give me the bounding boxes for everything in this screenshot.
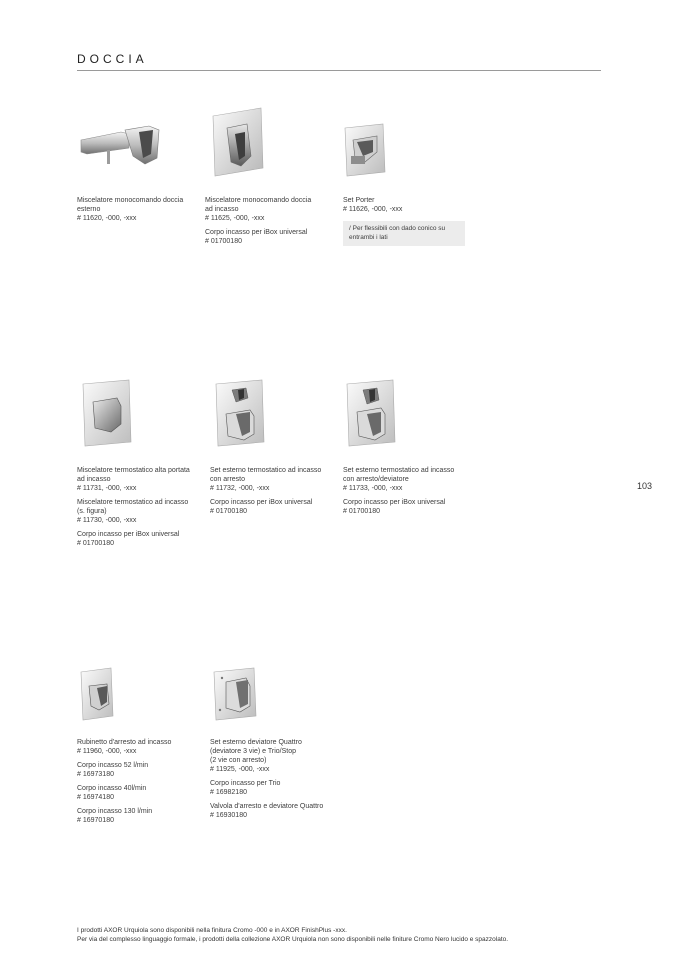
accessory-name: Corpo incasso 52 l/min	[77, 762, 149, 769]
note-box	[343, 221, 465, 246]
product-name: Set esterno termostatico ad incasso	[343, 467, 455, 474]
page-number: 103	[637, 481, 653, 491]
accessory-name: Corpo incasso per iBox universal	[210, 499, 313, 506]
product-name: Miscelatore monocomando doccia	[205, 197, 312, 204]
product-name: Set esterno deviatore Quattro	[210, 739, 302, 746]
product-name-cont: con arresto/deviatore	[343, 476, 409, 483]
accessory-code: # 16974180	[77, 794, 114, 801]
product-name: Set Porter	[343, 197, 375, 204]
accessory-name: Corpo incasso 130 l/min	[77, 808, 153, 815]
product-name-cont: ad incasso	[205, 206, 239, 213]
footer-line-2: Per via del complesso linguaggio formale, i prodotti della collezione AXOR Urquiola non sono disponibili nelle finiture Cromo Nero lucido e spazzolato.	[77, 936, 509, 943]
product-image-shutoff-valve	[79, 666, 115, 722]
accessory-code: # 16982180	[210, 789, 247, 796]
product-code: # 11960, -000, -xxx	[77, 748, 137, 755]
product-code: # 11732, -000, -xxx	[210, 485, 270, 492]
note-text: / Per flessibili con dado conico su	[349, 225, 446, 232]
header-divider	[77, 70, 601, 71]
variant-name-cont: (s. figura)	[77, 508, 107, 515]
product-code: # 11731, -000, -xxx	[77, 485, 137, 492]
product-image-diverter	[212, 666, 258, 722]
variant-name: Miscelatore termostatico ad incasso	[77, 499, 189, 506]
product-code: # 11620, -000, -xxx	[77, 215, 137, 222]
page-title: DOCCIA	[77, 52, 148, 66]
product-name-cont: (deviatore 3 vie) e Trio/Stop	[210, 748, 296, 755]
accessory-name: Corpo incasso 40l/min	[77, 785, 147, 792]
footer-notes	[77, 926, 607, 944]
product-name-cont: con arresto	[210, 476, 246, 483]
product-image-porter	[343, 122, 389, 178]
accessory-code: # 01700180	[77, 540, 114, 547]
product-code: # 11625, -000, -xxx	[205, 215, 265, 222]
accessory-code: # 01700180	[343, 508, 380, 515]
product-image-exposed-mixer	[77, 118, 167, 168]
product-image-concealed-mixer	[211, 106, 267, 178]
accessory-name: Valvola d'arresto e deviatore Quattro	[210, 803, 324, 810]
product-name-cont: ad incasso	[77, 476, 111, 483]
product-name: Set esterno termostatico ad incasso	[210, 467, 322, 474]
product-name-cont: (2 vie con arresto)	[210, 757, 267, 764]
product-image-thermostat-diverter	[345, 378, 397, 448]
accessory-name: Corpo incasso per iBox universal	[343, 499, 446, 506]
accessory-name: Corpo incasso per iBox universal	[205, 229, 308, 236]
accessory-name: Corpo incasso per iBox universal	[77, 531, 180, 538]
product-code: # 11925, -000, -xxx	[210, 766, 270, 773]
accessory-code: # 01700180	[210, 508, 247, 515]
product-image-thermostat	[81, 378, 133, 448]
product-code: # 11733, -000, -xxx	[343, 485, 403, 492]
product-image-thermostat-stop	[214, 378, 266, 448]
product-name: Rubinetto d'arresto ad incasso	[77, 739, 172, 746]
accessory-name: Corpo incasso per Trio	[210, 780, 281, 787]
product-name-cont: esterno	[77, 206, 101, 213]
product-name: Miscelatore monocomando doccia	[77, 197, 184, 204]
accessory-code: # 01700180	[205, 238, 242, 245]
accessory-code: # 16970180	[77, 817, 114, 824]
note-text-cont: entrambi i lati	[349, 233, 388, 241]
accessory-code: # 16973180	[77, 771, 114, 778]
product-code: # 11626, -000, -xxx	[343, 206, 403, 213]
accessory-code: # 16930180	[210, 812, 247, 819]
variant-code: # 11730, -000, -xxx	[77, 517, 137, 524]
footer-line-1: I prodotti AXOR Urquiola sono disponibili nella finitura Cromo -000 e in AXOR FinishPlus -xxx.	[77, 927, 347, 934]
product-name: Miscelatore termostatico alta portata	[77, 467, 190, 474]
